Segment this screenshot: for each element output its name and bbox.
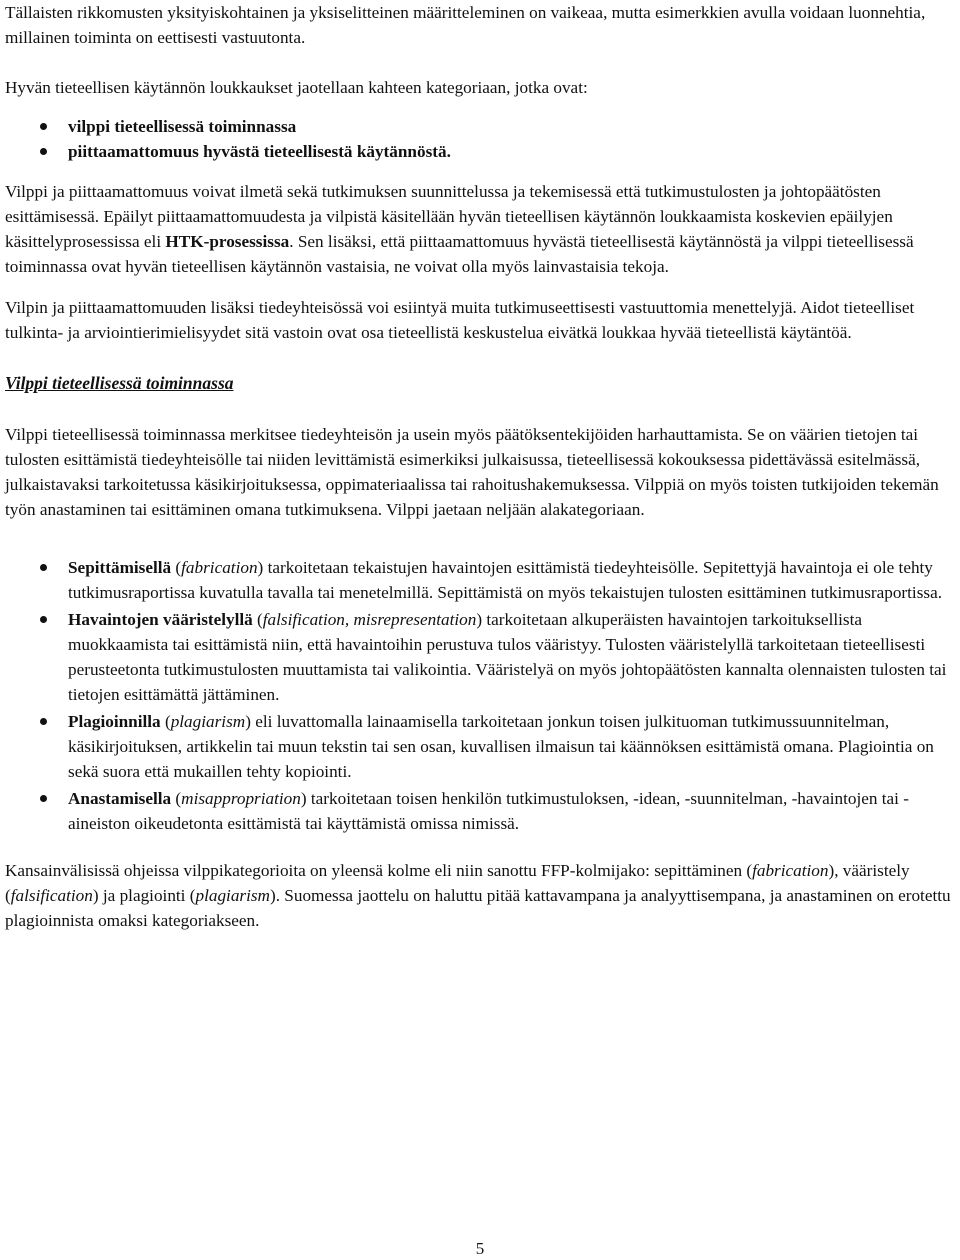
section-heading: Vilppi tieteellisessä toiminnassa [5, 373, 234, 393]
english-term: fabrication [752, 861, 829, 880]
list-item [5, 607, 957, 707]
bullet-icon [40, 148, 47, 155]
htk-term: HTK-prosessissa [165, 232, 290, 251]
paragraph-text: ). Suomessa jaottelu on haluttu pitää kattavampana ja analyyttisempana, ja anastaminen on erotettu plagioinnista omaksi kategoriakseen. [5, 886, 951, 930]
category-label: vilppi tieteellisessä toiminnassa [68, 117, 297, 136]
english-term: fabrication [181, 558, 258, 577]
paren: ) [300, 789, 307, 808]
english-term: falsification, misrepresentation [262, 610, 477, 629]
paren: ( [171, 789, 182, 808]
definition-text: tarkoitetaan tekaistujen havaintojen esittämistä tiedeyhteisölle. Sepitettyjä havaintoja ei ole tehty tutkimusraportissa kuvatulla tavalla tai menetelmillä. Sepittämistä on myös tekaistujen tulosten esittäminen tutkimusraportissa. [68, 558, 943, 602]
list-item [5, 555, 957, 605]
term: Anastamisella [68, 789, 172, 808]
definition-text: tarkoitetaan alkuperäisten havaintojen tarkoituksellista muokkaamista tai esittämistä niin, että havaintoihin perustuva tulos vääristyy. Tulosten vääristelyllä tarkoitetaan tieteellisesti perusteetonta tutkimustulosten muuttamista tai valikointia. Vääristelyä on myös johtopäätösten kannalta olennaisten tulosten tai tietojen esittämättä jättäminen. [68, 610, 947, 704]
term: Sepittämisellä [68, 558, 172, 577]
list-item [5, 709, 957, 784]
list-item [5, 786, 957, 836]
paragraph-text: ) ja plagiointi ( [92, 886, 196, 905]
paragraph-text: . Sen lisäksi, että piittaamattomuus hyvästä tieteellisestä käytännöstä ja vilppi tieteellisessä toiminnassa ovat hyvän tieteellisen käytännön vastaisia, ne voivat olla myös lainvastaisia tekoja. [5, 232, 914, 276]
paragraph-text: ), vääristely ( [5, 861, 910, 905]
english-term: plagiarism [170, 712, 246, 731]
document-page [5, 0, 957, 933]
english-term: plagiarism [195, 886, 270, 905]
bullet-icon [40, 795, 47, 802]
definition-text: eli luvattomalla lainaamisella tarkoitetaan jonkun toisen julkituoman tutkimussuunnitelman, käsikirjoituksen, artikkelin tai muun tekstin tai sen osan, kuvallisen ilmaisun tai käännöksen esittämistä omana. Plagiointia on sekä suora että mukaillen tehty kopiointi. [68, 712, 934, 781]
paren: ( [171, 558, 182, 577]
paren: ) [245, 712, 251, 731]
paragraph-ffp [5, 858, 957, 933]
bullet-icon [40, 616, 47, 623]
subcategory-list [5, 555, 957, 836]
term: Plagioinnilla [68, 712, 161, 731]
paren: ) [257, 558, 264, 577]
paragraph-text: Kansainvälisissä ohjeissa vilppikategorioita on yleensä kolme eli niin sanottu FFP-kolmijako: sepittäminen ( [5, 861, 753, 880]
paren: ( [160, 712, 171, 731]
category-list [5, 114, 957, 164]
list-item [5, 114, 957, 139]
paren: ) [476, 610, 483, 629]
category-label: piittaamattomuus hyvästä tieteellisestä käytännöstä. [68, 142, 451, 161]
paragraph-htk [5, 179, 957, 279]
bullet-icon [40, 123, 47, 130]
paragraph-vilppi-definition: Vilppi tieteellisessä toiminnassa merkitsee tiedeyhteisön ja usein myös päätöksentekijöiden harhauttamista. Se on väärien tietojen tai tulosten esittämistä tiedeyhteisölle tai niiden levittämistä esimerkiksi julkaisussa, tieteellisessä kokouksessa pidettävässä esitelmässä, julkaistavaksi tarkoitetussa käsikirjoituksessa, oppimateriaalissa tai rahoitushakemuksessa. Vilppiä on myös toisten tutkijoiden tekemän työn anastaminen tai esittäminen omana tutkimuksena. Vilppi jaetaan neljään alakategoriaan. [5, 425, 939, 519]
bullet-icon [40, 564, 47, 571]
english-term: misappropriation [181, 789, 301, 808]
list-item [5, 139, 957, 164]
page-number: 5 [475, 1239, 485, 1258]
english-term: falsification [10, 886, 93, 905]
paragraph-categories-intro: Hyvän tieteellisen käytännön loukkaukset jaotellaan kahteen kategoriaan, jotka ovat: [5, 78, 588, 97]
term: Havaintojen vääristelyllä [68, 610, 253, 629]
definition-text: tarkoitetaan toisen henkilön tutkimustuloksen, -idean, -suunnitelman, -havaintojen tai -aineiston oikeudetonta esittämistä tai käyttämistä omissa nimissä. [68, 789, 909, 833]
paragraph-other-practices: Vilpin ja piittaamattomuuden lisäksi tiedeyhteisössä voi esiintyä muita tutkimuseettisesti vastuuttomia menettelyjä. Aidot tieteelliset tulkinta- ja arviointierimielisyydet sitä vastoin ovat osa tieteellistä keskustelua eivätkä loukkaa hyvää tieteellistä käytäntöä. [5, 298, 915, 342]
paren: ( [252, 610, 263, 629]
paragraph-intro: Tällaisten rikkomusten yksityiskohtainen ja yksiselitteinen määritteleminen on vaikeaa, mutta esimerkkien avulla voidaan luonnehtia, millainen toiminta on eettisesti vastuutonta. [5, 3, 926, 47]
bullet-icon [40, 718, 47, 725]
paragraph-text: Vilppi ja piittaamattomuus voivat ilmetä sekä tutkimuksen suunnittelussa ja tekemisessä että tutkimustulosten ja johtopäätösten esittämisessä. Epäilyt piittaamattomuudesta ja vilpistä käsitellään hyvän tieteellisen käytännön loukkaamista koskevien epäilyjen käsittelyprosessissa eli [5, 182, 893, 251]
